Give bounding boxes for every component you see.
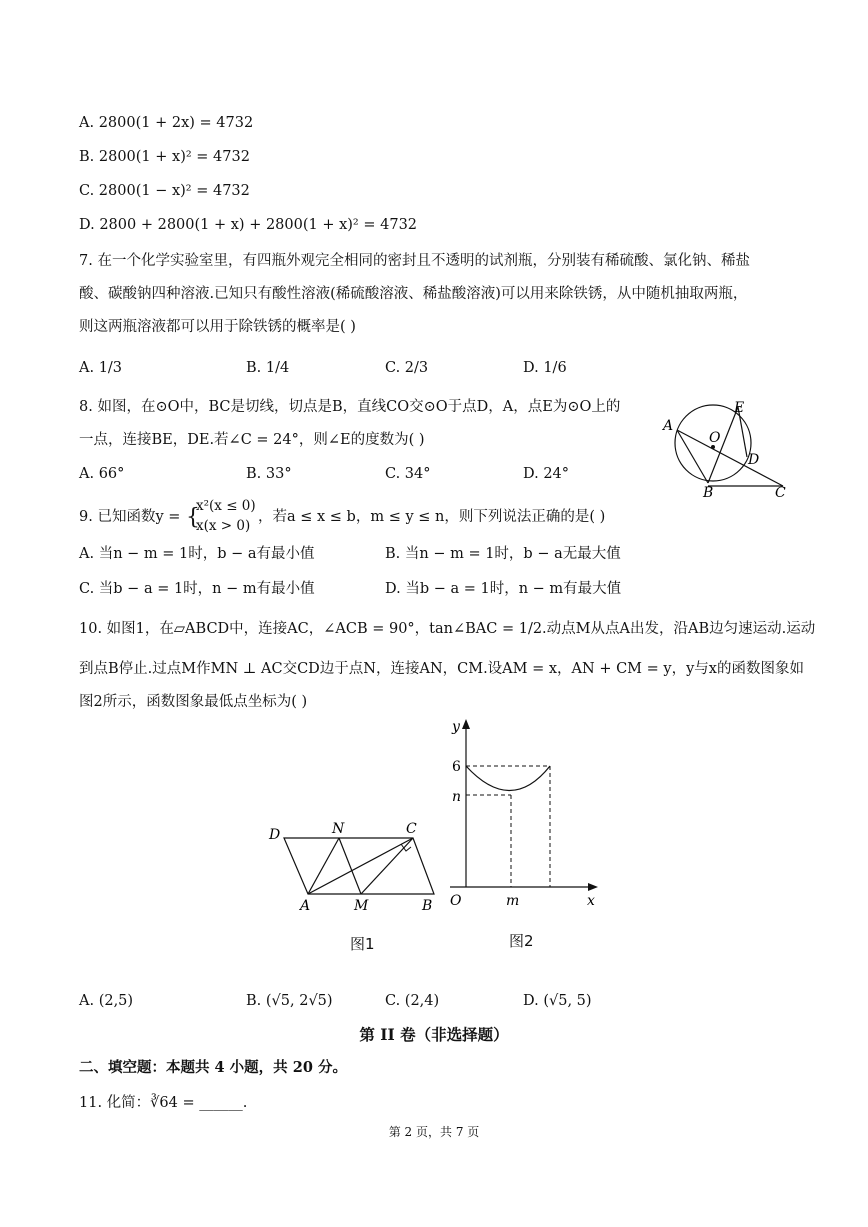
q9-stem-suffix: ，若a ≤ x ≤ b，m ≤ y ≤ n，则下列说法正确的是( ) (258, 509, 606, 525)
fig2-label-m: m (506, 893, 520, 909)
q8-circle-figure (655, 395, 795, 505)
q7-stem-line1: 7. 在一个化学实验室里，有四瓶外观完全相同的密封且不透明的试剂瓶，分别装有稀硫酸、氯化钠、稀盐 (79, 253, 750, 269)
fig2-label-n: n (452, 789, 462, 805)
q9-case-1: x²(x ≤ 0) (196, 498, 256, 514)
q7-stem-line2: 酸、碳酸钠四种溶液.已知只有酸性溶液(稀硫酸溶液、稀盐酸溶液)可以用来除铁锈，从中随机抽取两瓶， (79, 286, 748, 302)
fig1-label-c: C (406, 821, 417, 837)
q7-option-d: D. 1/6 (523, 360, 567, 376)
q10-option-a: A. (2,5) (79, 993, 134, 1009)
q9-case-2: x(x > 0) (196, 518, 251, 534)
q7-stem-line3: 则这两瓶溶液都可以用于除铁锈的概率是( ) (79, 319, 356, 335)
q9-option-c: C. 当b − a = 1时，n − m有最小值 (79, 581, 315, 597)
fig1-label-m: M (354, 898, 369, 914)
q8-stem-line1: 8. 如图，在⊙O中，BC是切线，切点是B，直线CO交⊙O于点D，A，点E为⊙O上的 (79, 399, 621, 415)
fig8-label-e: E (734, 400, 745, 416)
q8-option-a: A. 66° (79, 466, 125, 482)
q10-figure1-parallelogram (262, 815, 452, 915)
fig1-label-a: A (300, 898, 311, 914)
fig1-label-b: B (422, 898, 433, 914)
q6-option-b: B. 2800(1 + x)² = 4732 (79, 149, 250, 165)
q9-brace: { (186, 505, 200, 530)
q10-figure2-graph (440, 715, 610, 915)
fig1-label-n: N (332, 821, 345, 837)
fig8-label-d: D (748, 452, 760, 468)
page-footer: 第 2 页，共 7 页 (388, 1125, 480, 1139)
q6-option-d: D. 2800 + 2800(1 + x) + 2800(1 + x)² = 4732 (79, 217, 418, 233)
q8-option-b: B. 33° (246, 466, 292, 482)
fig2-label-six: 6 (452, 759, 461, 775)
q9-option-d: D. 当b − a = 1时，n − m有最大值 (385, 581, 622, 597)
q10-stem-line1: 10. 如图1，在▱ABCD中，连接AC，∠ACB = 90°，tan∠BAC = 1/2.动点M从点A出发，沿AB边匀速运动.运动 (79, 621, 816, 637)
q10-option-b: B. (√5, 2√5) (246, 993, 333, 1009)
figure1-caption: 图1 (350, 935, 375, 953)
q8-stem-line2: 一点，连接BE，DE.若∠C = 24°，则∠E的度数为( ) (79, 432, 425, 448)
figure2-caption: 图2 (509, 932, 534, 950)
fig8-label-c: C (775, 485, 786, 501)
fig2-label-o: O (450, 893, 462, 909)
part2-heading: 二、填空题：本题共 4 小题，共 20 分。 (79, 1059, 347, 1076)
q6-option-c: C. 2800(1 − x)² = 4732 (79, 183, 250, 199)
q11-stem: 11. 化简：∛64 = ______. (79, 1095, 248, 1111)
section-title: 第 II 卷（非选择题） (359, 1025, 509, 1044)
q9-option-b: B. 当n − m = 1时，b − a无最大值 (385, 546, 621, 562)
q10-option-c: C. (2,4) (385, 993, 440, 1009)
q7-option-b: B. 1/4 (246, 360, 290, 376)
fig8-label-a: A (663, 418, 674, 434)
q9-option-a: A. 当n − m = 1时，b − a有最小值 (79, 546, 315, 562)
q8-option-d: D. 24° (523, 466, 570, 482)
q10-stem-line2: 到点B停止.过点M作MN ⊥ AC交CD边于点N，连接AN，CM.设AM = x，AN + CM = y，y与x的函数图象如 (79, 661, 804, 677)
fig8-label-o: O (709, 430, 721, 446)
q10-option-d: D. (√5, 5) (523, 993, 592, 1009)
q10-stem-line3: 图2所示，函数图象最低点坐标为( ) (79, 694, 308, 710)
q7-option-c: C. 2/3 (385, 360, 429, 376)
fig8-label-b: B (703, 485, 714, 501)
q7-option-a: A. 1/3 (79, 360, 123, 376)
q9-stem-prefix: 9. 已知函数y = (79, 509, 181, 525)
fig1-label-d: D (269, 827, 281, 843)
q8-option-c: C. 34° (385, 466, 431, 482)
fig2-label-x: x (587, 893, 595, 909)
fig2-label-y: y (452, 719, 460, 735)
q6-option-a: A. 2800(1 + 2x) = 4732 (79, 115, 254, 131)
